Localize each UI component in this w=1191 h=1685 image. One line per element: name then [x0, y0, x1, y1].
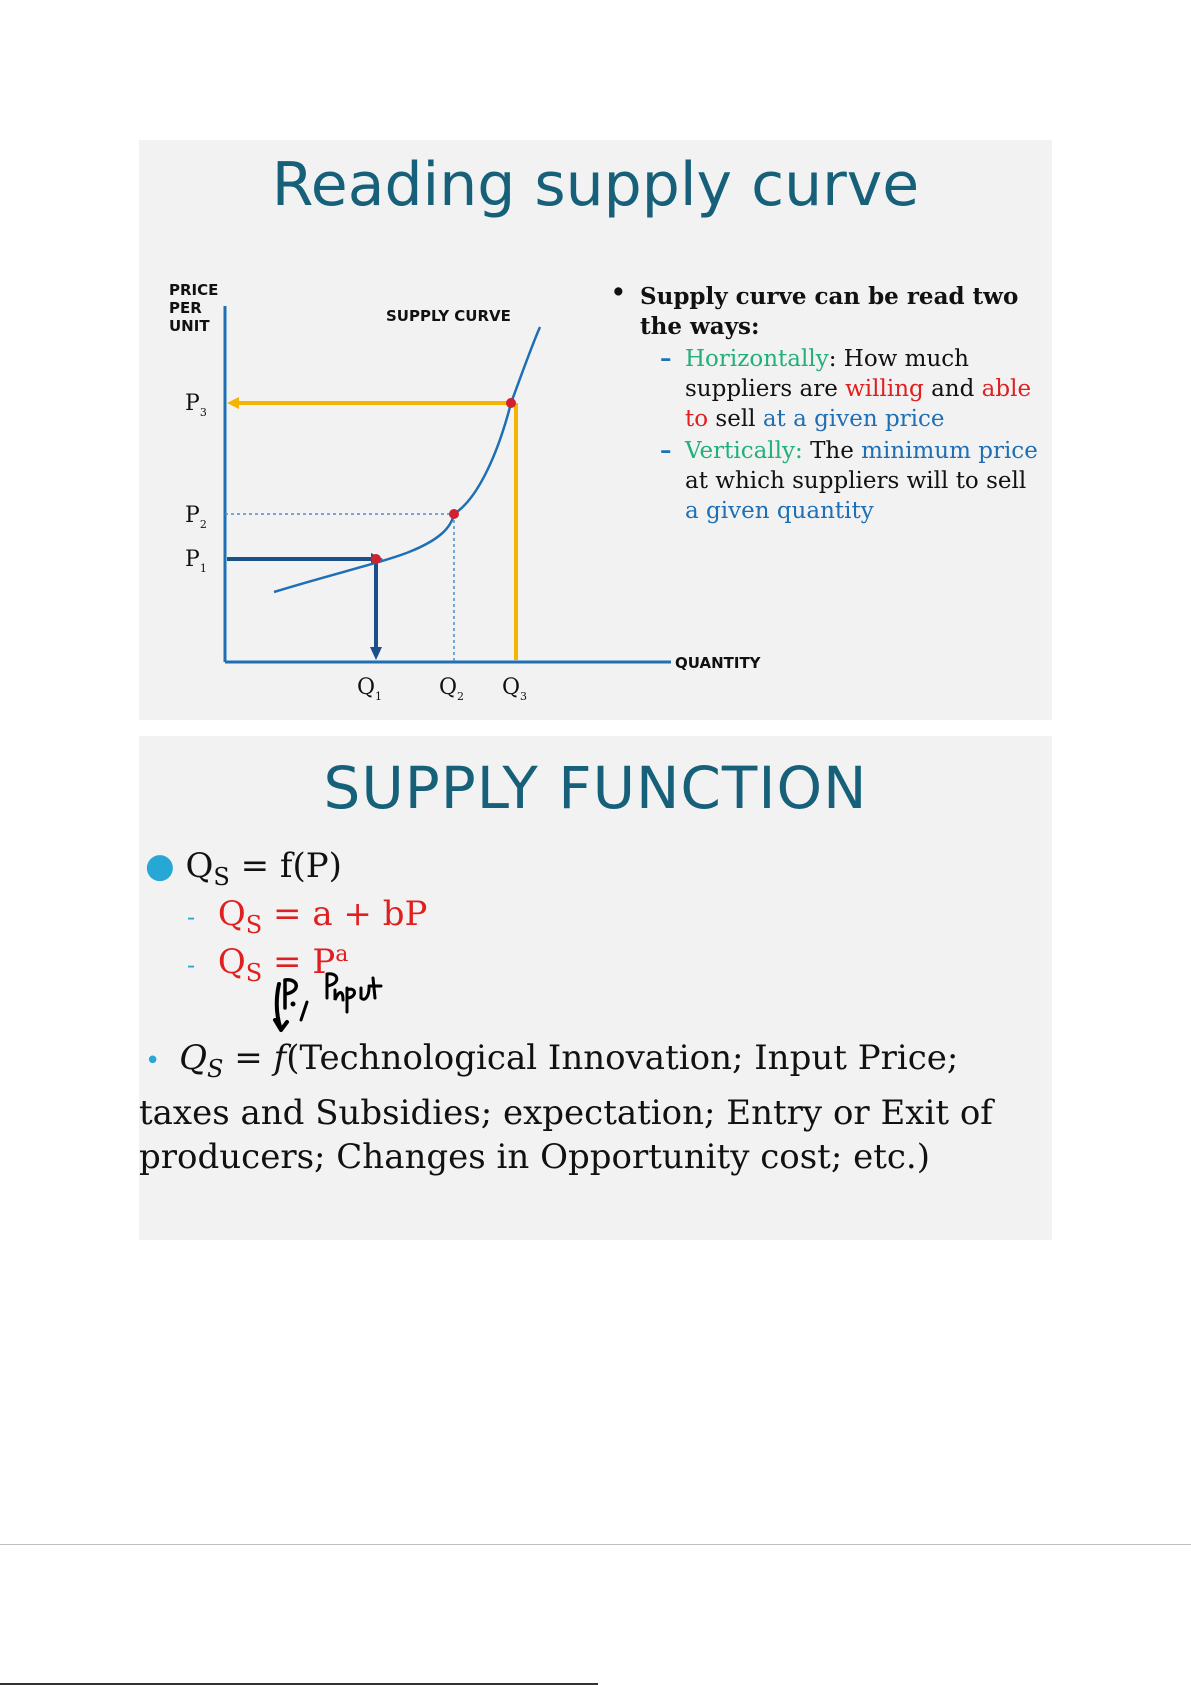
phrase-minimum-price: minimum price — [861, 438, 1038, 464]
bullet-vertically: – Vertically: The minimum price at which suppliers will to sell a given quantity — [605, 436, 1045, 526]
term-vertically: Vertically: — [685, 438, 803, 464]
price-label-p3: $P_3$ — [185, 391, 207, 419]
bullet-heading: • Supply curve can be read two the ways: — [605, 282, 1045, 342]
y-axis-label-line3: UNIT — [169, 317, 210, 335]
phrase-at-given-price: at a given price — [762, 406, 945, 432]
phrase-given-quantity: a given quantity — [685, 498, 874, 524]
x-axis-label: QUANTITY — [675, 654, 761, 672]
determinants-text: (Technological Innovation; Input Price; taxes and Subsidies; expectation; Entry or Exit of producers; Changes in Opportunity cost; etc.) — [139, 1038, 993, 1177]
point-p3-q3 — [506, 398, 516, 408]
reading-bullets — [605, 282, 1045, 526]
word-willing: willing — [845, 376, 924, 402]
point-p1-q1 — [371, 554, 381, 564]
supply-curve-label: SUPPLY CURVE — [386, 307, 511, 325]
term-horizontally: Horizontally — [685, 346, 829, 372]
y-axis-label-line2: PER — [169, 299, 202, 317]
quantity-label-q3: $Q_3$ — [502, 675, 528, 703]
y-axis-label-line1: PRICE — [169, 281, 219, 299]
slide-reading-supply-curve — [139, 140, 1052, 720]
function-power: - $Q_S = P^a$ — [187, 942, 349, 987]
p3-arrowhead — [227, 397, 239, 409]
slide-title: SUPPLY FUNCTION — [323, 754, 868, 822]
price-label-p1: $P_1$ — [185, 547, 207, 575]
q1-arrowhead — [370, 647, 382, 660]
price-label-p2: $P_2$ — [185, 503, 207, 531]
function-determinants: • $Q_S$ = f(Technological Innovation; Input Price; taxes and Subsidies; expectation; Entry or Exit of producers; Changes in Opportunity cost; etc.) — [139, 1038, 993, 1177]
slide-supply-function — [139, 736, 1052, 1240]
bullet-dot: • — [145, 1046, 161, 1076]
point-p2-q2 — [449, 509, 459, 519]
slide-title: Reading supply curve — [271, 150, 920, 220]
supply-curve — [274, 327, 540, 592]
word-able-to: able to — [685, 376, 1032, 432]
bullet-dot: ● — [145, 846, 175, 886]
page-divider — [0, 1544, 1191, 1545]
quantity-label-q2: $Q_2$ — [439, 675, 465, 703]
function-linear: - $Q_S = a$ + bP — [187, 894, 428, 939]
function-general: ● $Q_S = f(P)$ — [145, 846, 342, 891]
quantity-label-q1: $Q_1$ — [357, 675, 383, 703]
bullet-horizontally: – Horizontally: How much suppliers are willing and able to sell at a given price — [605, 344, 1045, 434]
